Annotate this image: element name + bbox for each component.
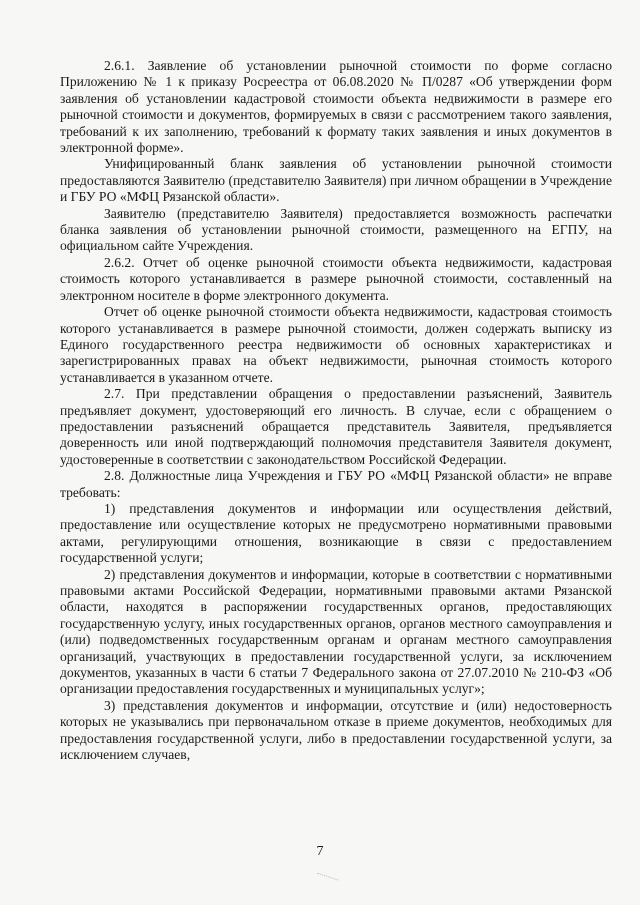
paragraph-2-6-2: 2.6.2. Отчет об оценке рыночной стоимости объекта недвижимости, кадастровая стоимость которого устанавливается в размере рыночной стоимости, составленный на электронном носителе в форме электронного документа. bbox=[60, 254, 612, 303]
list-item-3: 3) представления документов и информации, отсутствие и (или) недостоверность которых не указывались при первоначальном отказе в приеме документов, необходимых для предоставления государственной услуги, либо в предоставлении государственной услуги, за исключением случаев, bbox=[60, 697, 612, 763]
body-text bbox=[60, 58, 612, 763]
page-number: 7 bbox=[316, 844, 324, 859]
paragraph-2-6-1: 2.6.1. Заявление об установлении рыночной стоимости по форме согласно Приложению № 1 к приказу Росреестра от 06.08.2020 № П/0287 «Об утверждении форм заявления об установлении кадастровой стоимости объекта недвижимости в размере его рыночной стоимости и документов, формируемых в связи с рассмотрением такого заявления, требований к их заполнению, требований к формату таких заявления и иных документов в электронной форме». bbox=[60, 58, 612, 156]
list-item-1: 1) представления документов и информации или осуществления действий, предоставление или осуществление которых не предусмотрено нормативными правовыми актами, регулирующими отношения, возникающие в связи с предоставлением государственной услуги; bbox=[60, 500, 612, 566]
paragraph-2-8: 2.8. Должностные лица Учреждения и ГБУ РО «МФЦ Рязанской области» не вправе требовать: bbox=[60, 468, 612, 500]
paragraph-report-contents: Отчет об оценке рыночной стоимости объекта недвижимости, кадастровая стоимость которого устанавливается в размере рыночной стоимости, должен содержать выписку из Единого государственного реестра недвижимости об основных характеристиках и зарегистрированных правах на объект недвижимости, рыночная стоимость которого устанавливается в указанном отчете. bbox=[60, 304, 612, 385]
paragraph-print-form: Заявителю (представителю Заявителя) предоставляется возможность распечатки бланка заявления об установлении рыночной стоимости, размещенного на ЕГПУ, на официальном сайте Учреждения. bbox=[60, 205, 612, 254]
paragraph-unified-form: Унифицированный бланк заявления об установлении рыночной стоимости предоставляются Заявителю (представителю Заявителя) при личном обращении в Учреждение и ГБУ РО «МФЦ Рязанской области». bbox=[60, 156, 612, 205]
scan-artifact bbox=[315, 873, 338, 886]
list-item-2: 2) представления документов и информации, которые в соответствии с нормативными правовыми актами Российской Федерации, нормативными правовыми актами Рязанской области, находятся в распоряжении государственных органов, предоставляющих государственную услугу, иных государственных органов, органов местного самоуправления и (или) подведомственных государственным органам и органам местного самоуправления организаций, участвующих в предоставлении государственной услуги, за исключением документов, указанных в части 6 статьи 7 Федерального закона от 27.07.2010 № 210-ФЗ «Об организации предоставления государственных и муниципальных услуг»; bbox=[60, 566, 612, 697]
paragraph-2-7: 2.7. При представлении обращения о предоставлении разъяснений, Заявитель предъявляет документ, удостоверяющий его личность. В случае, если с обращением о предоставлении разъяснений обращается представитель Заявителя, предъявляется доверенность или иной подтверждающий полномочия представителя Заявителя документ, удостоверенные в соответствии с законодательством Российской Федерации. bbox=[60, 386, 612, 467]
